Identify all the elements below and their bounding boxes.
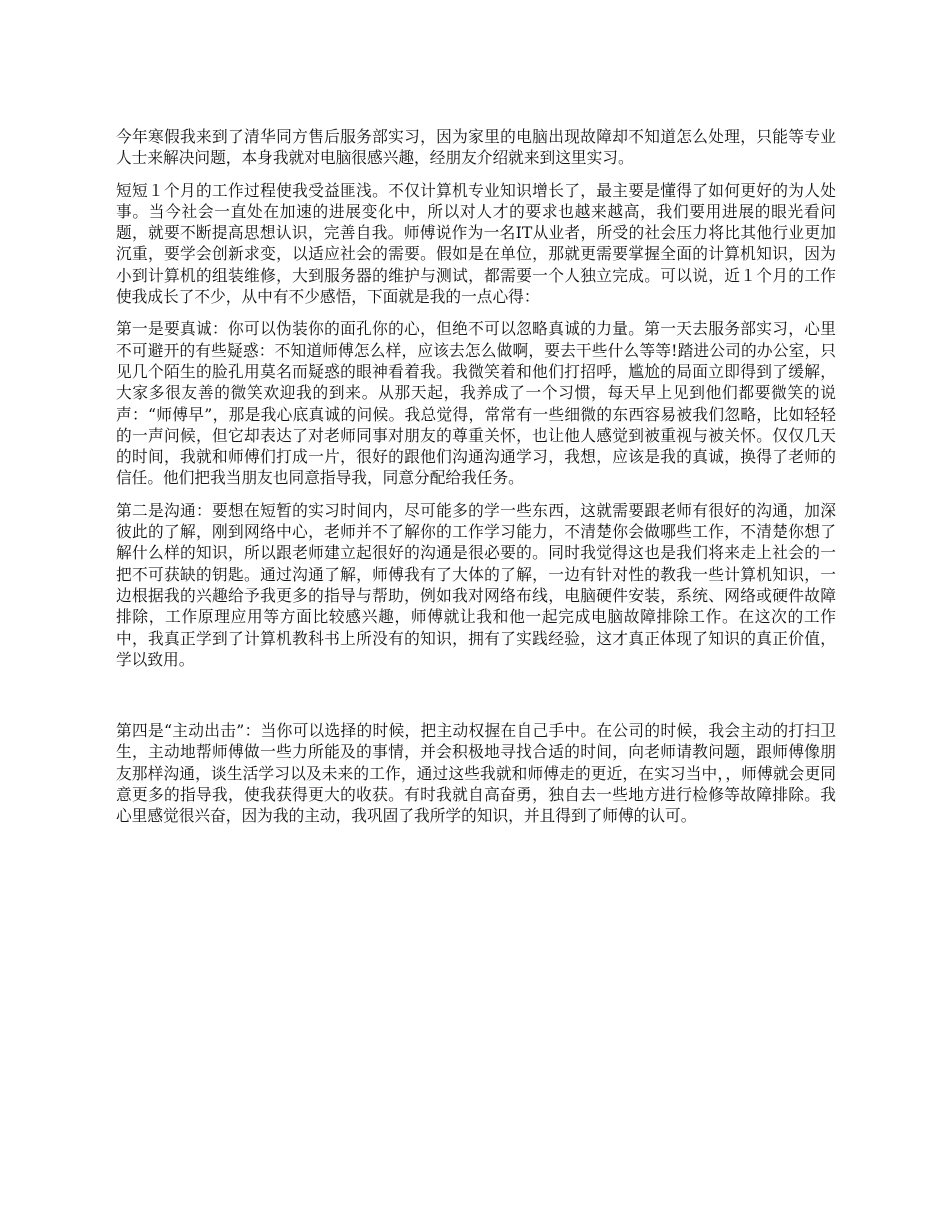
paragraph-intro: 今年寒假我来到了清华同方售后服务部实习，因为家里的电脑出现故障却不知道怎么处理，只能等专业人士来解决问题，本身我就对电脑很感兴趣，经朋友介绍就来到这里实习。 — [116, 127, 836, 168]
paragraph-spacer — [116, 489, 836, 500]
paragraph-spacer — [116, 307, 836, 318]
paragraph-spacer — [116, 169, 836, 180]
paragraph-initiative: 第四是“主动出击”：当你可以选择的时候，把主动权握在自己手中。在公司的时候，我会主动的打扫卫生，主动地帮师傅做一些力所能及的事情，并会积极地寻找合适的时间，向老师请教问题，跟师傅像朋友那样沟通，谈生活学习以及未来的工作，通过这些我就和师傅走的更近，在实习当中，，师傅就会更同意更多的指导我，使我获得更大的收获。有时我就自高奋勇，独自去一些地方进行检修等故障排除。我心里感觉很兴奋，因为我的主动，我巩固了我所学的知识，并且得到了师傅的认可。 — [116, 721, 836, 826]
document-body — [116, 126, 836, 827]
paragraph-summary: 短短１个月的工作过程使我受益匪浅。不仅计算机专业知识增长了，最主要是懂得了如何更好的为人处事。当今社会一直处在加速的进展变化中，所以对人才的要求也越来越高，我们要用进展的眼光看问题，就要不断提高思想认识，完善自我。师傅说作为一名IT从业者，所受的社会压力将比其他行业更加沉重，要学会创新求变，以适应社会的需要。假如是在单位，那就更需要掌握全面的计算机知识，因为小到计算机的组装维修，大到服务器的维护与测试，都需要一个人独立完成。可以说，近１个月的工作使我成长了不少，从中有不少感悟，下面就是我的一点心得： — [116, 180, 836, 307]
paragraph-spacer-large — [116, 670, 836, 720]
paragraph-sincerity: 第一是要真诚：你可以伪装你的面孔你的心，但绝不可以忽略真诚的力量。第一天去服务部实习，心里不可避开的有些疑惑：不知道师傅怎么样，应该去怎么做啊，要去干些什么等等!踏进公司的办公室，只见几个陌生的脸孔用莫名而疑惑的眼神看着我。我微笑着和他们打招呼，尴尬的局面立即得到了缓解，大家多很友善的微笑欢迎我的到来。从那天起，我养成了一个习惯，每天早上见到他们都要微笑的说声：“师傅早”，那是我心底真诚的问候。我总觉得，常常有一些细微的东西容易被我们忽略，比如轻轻的一声问候，但它却表达了对老师同事对朋友的尊重关怀，也让他人感觉到被重视与被关怀。仅仅几天的时间，我就和师傅们打成一片，很好的跟他们沟通沟通学习，我想，应该是我的真诚，换得了老师的信任。他们把我当朋友也同意指导我，同意分配给我任务。 — [116, 319, 836, 488]
paragraph-communication: 第二是沟通：要想在短暂的实习时间内，尽可能多的学一些东西，这就需要跟老师有很好的沟通，加深彼此的了解，刚到网络中心，老师并不了解你的工作学习能力，不清楚你会做哪些工作，不清楚你想了解什么样的知识，所以跟老师建立起很好的沟通是很必要的。同时我觉得这也是我们将来走上社会的一把不可获缺的钥匙。通过沟通了解，师傅我有了大体的了解，一边有针对性的教我一些计算机知识，一边根据我的兴趣给予我更多的指导与帮助，例如我对网络布线，电脑硬件安装，系统、网络或硬件故障排除，工作原理应用等方面比较感兴趣，师傅就让我和他一起完成电脑故障排除工作。在这次的工作中，我真正学到了计算机教科书上所没有的知识，拥有了实践经验，这才真正体现了知识的真正价值，学以致用。 — [116, 500, 836, 669]
